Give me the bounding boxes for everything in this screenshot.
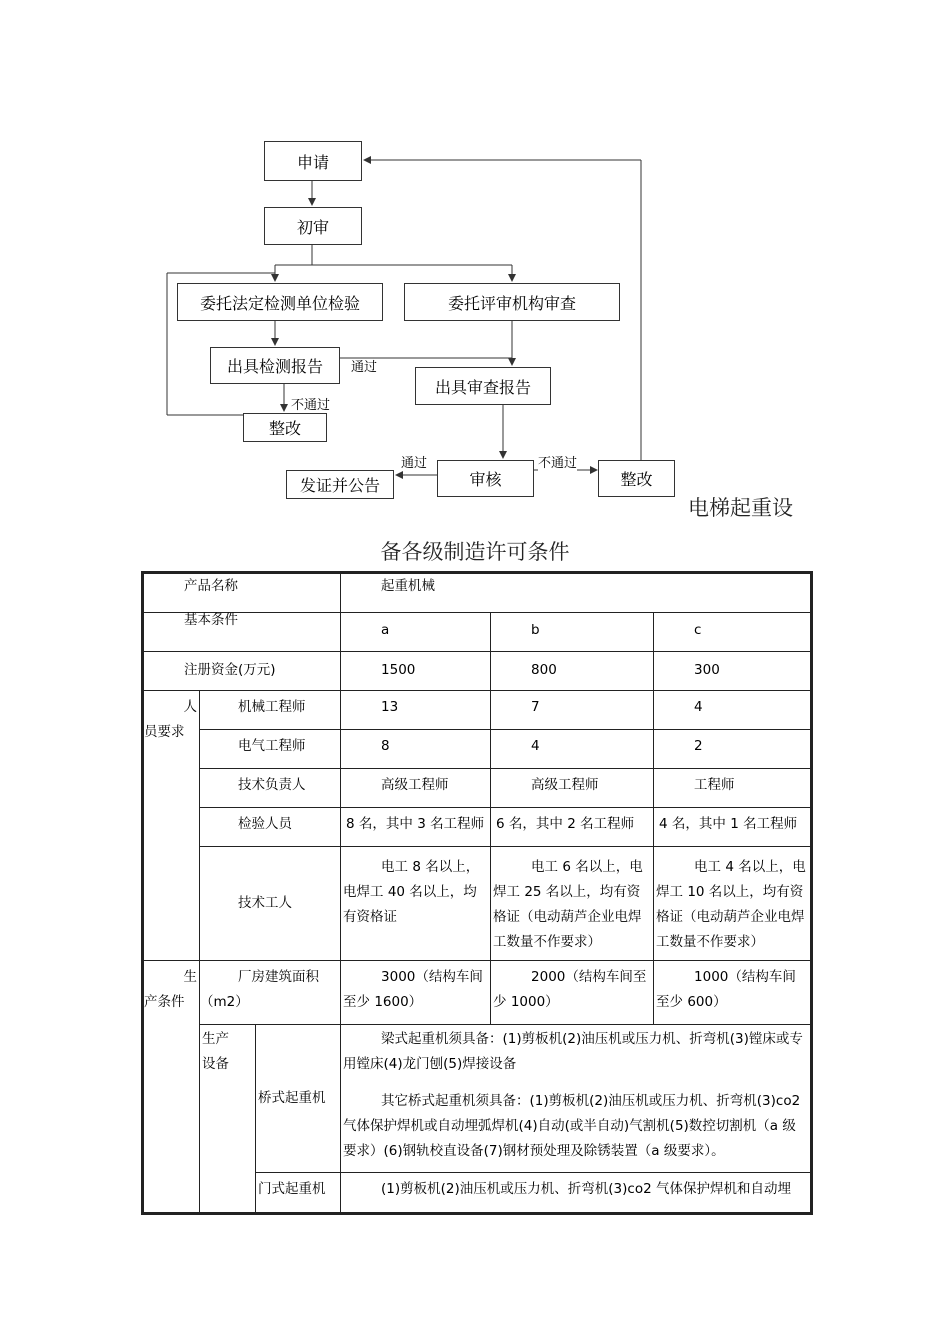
flow-box-audit: 审核 xyxy=(437,460,534,497)
bridge-crane-para-2: 其它桥式起重机须具备：(1)剪板机(2)油压机或压力机、折弯机(3)co2 气体保护焊机或自动埋弧焊机(4)自动(或半自动)气割机(5)数控切割机（a 级要求）(6)钢轨校直设备(7)钢材预处理及除锈装置（a 级要求）。 xyxy=(343,1093,801,1159)
gantry-crane-equipment: (1)剪板机(2)油压机或压力机、折弯机(3)co2 气体保护焊机和自动埋 xyxy=(341,1173,811,1213)
production-group-tail: 产条件 xyxy=(144,994,185,1010)
elec-engineer-c: 2 xyxy=(654,730,811,769)
tech-lead-label: 技术负责人 xyxy=(200,769,341,808)
plant-area-a: 3000（结构车间至少 1600） xyxy=(341,961,491,1025)
license-conditions-table xyxy=(141,571,813,1215)
approval-flowchart xyxy=(0,0,950,520)
personnel-group-head: 人 xyxy=(183,699,197,715)
gantry-crane-label: 门式起重机 xyxy=(256,1173,341,1213)
tech-worker-label: 技术工人 xyxy=(200,847,341,961)
flowchart-connectors xyxy=(0,0,950,520)
plant-area-label xyxy=(200,961,341,1025)
personnel-group-label xyxy=(144,691,200,961)
flow-box-apply: 申请 xyxy=(264,141,362,181)
plant-area-b: 2000（结构车间至少 1000） xyxy=(491,961,654,1025)
basic-conditions-label: 基本条件 xyxy=(144,613,341,652)
plant-area-label-head: 厂房建筑面积 xyxy=(238,969,319,985)
flow-label-fail: 不通过 xyxy=(538,456,578,471)
elec-engineer-a: 8 xyxy=(341,730,491,769)
tech-worker-c: 电工 4 名以上，电焊工 10 名以上，均有资格证（电动葫芦企业电焊工数量不作要求） xyxy=(654,847,811,961)
tech-lead-b: 高级工程师 xyxy=(491,769,654,808)
level-b: b xyxy=(491,613,654,652)
bridge-crane-label: 桥式起重机 xyxy=(256,1025,341,1173)
tech-worker-b: 电工 6 名以上，电焊工 25 名以上，均有资格证（电动葫芦企业电焊工数量不作要求） xyxy=(491,847,654,961)
flow-label-pass: 通过 xyxy=(401,456,428,471)
flow-box-review-report: 出具审查报告 xyxy=(415,367,551,405)
page-title-line2: 备各级制造许可条件 xyxy=(380,540,570,564)
inspector-c: 4 名，其中 1 名工程师 xyxy=(654,808,811,847)
registered-capital-b: 800 xyxy=(491,652,654,691)
tech-lead-c: 工程师 xyxy=(654,769,811,808)
mech-engineer-c: 4 xyxy=(654,691,811,730)
flow-box-rectify-right: 整改 xyxy=(598,460,675,497)
mech-engineer-b: 7 xyxy=(491,691,654,730)
flow-box-rectify-left: 整改 xyxy=(243,413,327,442)
plant-area-c: 1000（结构车间至少 600） xyxy=(654,961,811,1025)
inspector-label: 检验人员 xyxy=(200,808,341,847)
tech-worker-a: 电工 8 名以上，电焊工 40 名以上，均有资格证 xyxy=(341,847,491,961)
registered-capital-c: 300 xyxy=(654,652,811,691)
flow-label-fail: 不通过 xyxy=(291,398,331,413)
inspector-a: 8 名，其中 3 名工程师 xyxy=(341,808,491,847)
elec-engineer-label: 电气工程师 xyxy=(200,730,341,769)
flow-box-entrust-review: 委托评审机构审查 xyxy=(404,283,620,321)
level-a: a xyxy=(341,613,491,652)
registered-capital-label: 注册资金(万元) xyxy=(144,652,341,691)
page-title-line1: 电梯起重设 xyxy=(688,496,793,520)
level-c: c xyxy=(654,613,811,652)
flow-box-inspection-report: 出具检测报告 xyxy=(210,347,340,384)
mech-engineer-label: 机械工程师 xyxy=(200,691,341,730)
bridge-crane-para-1: 梁式起重机须具备：(1)剪板机(2)油压机或压力机、折弯机(3)镗床或专用镗床(4)龙门刨(5)焊接设备 xyxy=(343,1031,803,1072)
flow-label-pass: 通过 xyxy=(351,360,378,375)
plant-area-label-tail: （m2） xyxy=(200,994,249,1010)
product-name-label: 产品名称 xyxy=(144,574,341,613)
production-group-head: 生 xyxy=(183,969,197,985)
flow-box-initial-review: 初审 xyxy=(264,207,362,245)
elec-engineer-b: 4 xyxy=(491,730,654,769)
equipment-label: 生产设备 xyxy=(200,1025,256,1213)
production-group-label xyxy=(144,961,200,1213)
personnel-group-tail: 员要求 xyxy=(144,724,185,740)
inspector-b: 6 名，其中 2 名工程师 xyxy=(491,808,654,847)
registered-capital-a: 1500 xyxy=(341,652,491,691)
flow-box-issue-cert: 发证并公告 xyxy=(286,470,394,499)
product-name-value: 起重机械 xyxy=(341,574,811,613)
bridge-crane-equipment xyxy=(341,1025,811,1173)
tech-lead-a: 高级工程师 xyxy=(341,769,491,808)
flow-box-entrust-inspection: 委托法定检测单位检验 xyxy=(177,283,383,321)
mech-engineer-a: 13 xyxy=(341,691,491,730)
